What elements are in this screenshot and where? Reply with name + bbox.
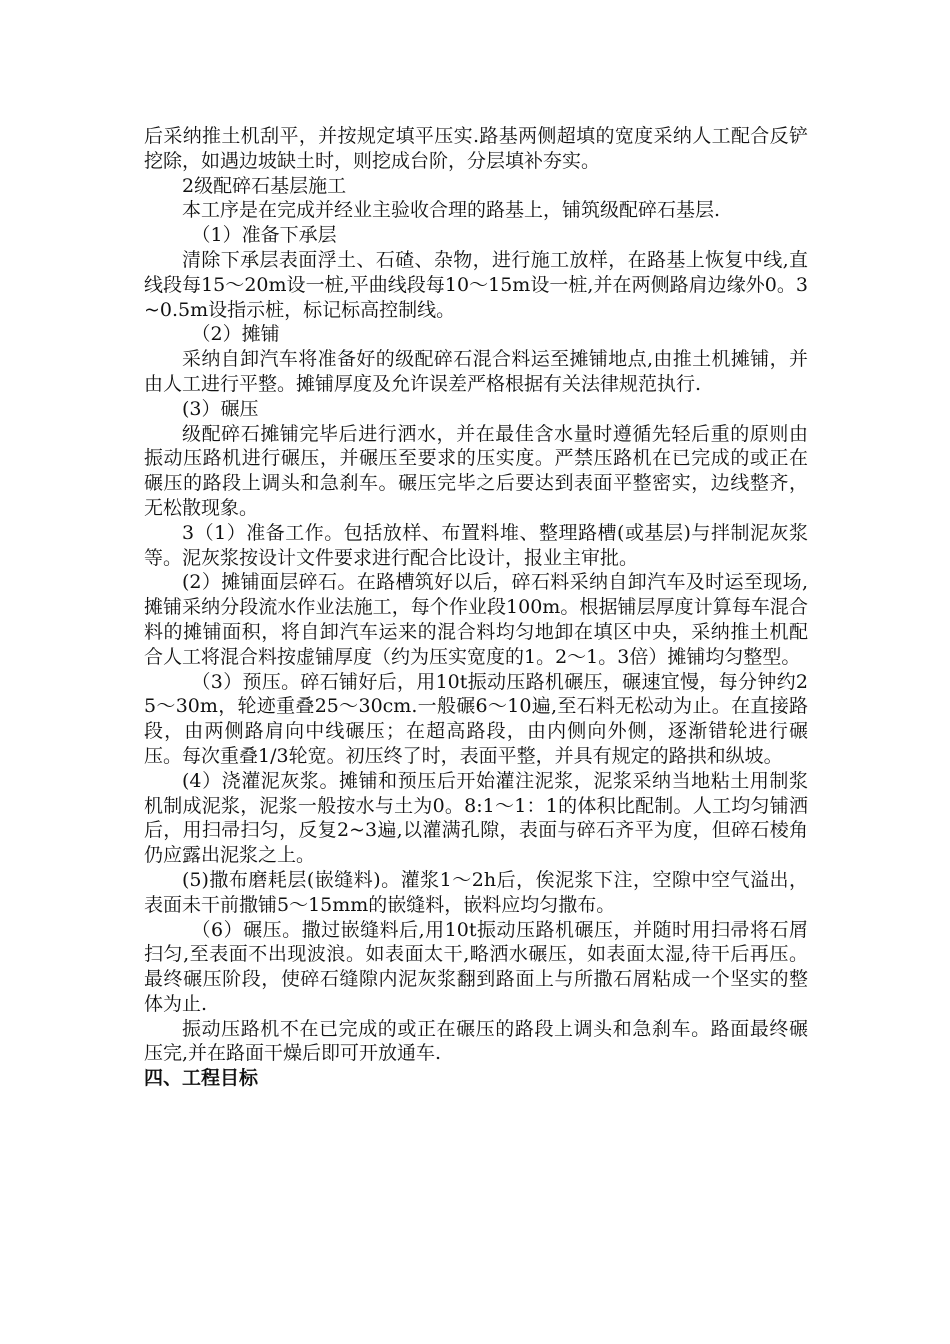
document-page — [144, 124, 808, 1091]
paragraph-11: （3）预压。碎石铺好后，用10t振动压路机碾压，碾速宜慢，每分钟约25～30m，轮迹重叠25～30cm.一般碾6～10遍,至石料无松动为止。在直接路段，由两侧路肩向中线碾压；在超高路段，由内侧向外侧，逐渐错轮进行碾压。每次重叠1/3轮宽。初压终了时，表面平整，并具有规定的路拱和纵坡。 — [144, 670, 808, 767]
section-heading: 四、工程目标 — [144, 1067, 259, 1090]
paragraph-14: （6）碾压。撒过嵌缝料后,用10t振动压路机碾压，并随时用扫帚将石屑扫匀,至表面不出现波浪。如表面太干,略洒水碾压，如表面太湿,待干后再压。最终碾压阶段，使碎石缝隙内泥灰浆翻到路面上与所撒石屑粘成一个坚实的整体为止. — [144, 918, 808, 1015]
paragraph-12: (4）浇灌泥灰浆。摊铺和预压后开始灌注泥浆，泥浆采纳当地粘土用制浆机制成泥浆，泥浆一般按水与土为0。8:1～1：1的体积比配制。人工均匀铺洒后，用扫帚扫匀，反复2~3遍,以灌满孔隙，表面与碎石齐平为度，但碎石棱角仍应露出泥浆之上。 — [144, 769, 808, 867]
paragraph-13: (5)撒布磨耗层(嵌缝料)。灌浆1～2h后，俟泥浆下注，空隙中空气溢出，表面未干前撒铺5～15mm的嵌缝料，嵌料应均匀撒布。 — [144, 868, 808, 916]
paragraph-1: 2级配碎石基层施工 — [182, 174, 347, 197]
paragraph-10: (2）摊铺面层碎石。在路槽筑好以后，碎石料采纳自卸汽车及时运至现场,摊铺采纳分段流水作业法施工，每个作业段100m。根据铺层厚度计算每车混合料的摊铺面积，将自卸汽车运来的混合料均匀地卸在填区中央，采纳推土机配合人工将混合料按虚铺厚度（约为压实宽度的1。2～1。3倍）摊铺均匀整型。 — [144, 571, 808, 668]
paragraph-7: (3）碾压 — [182, 397, 259, 420]
paragraph-6: 采纳自卸汽车将准备好的级配碎石混合料运至摊铺地点,由推土机摊铺，并由人工进行平整。摊铺厚度及允许误差严格根据有关法律规范执行. — [144, 348, 808, 395]
paragraph-2: 本工序是在完成并经业主验收合理的路基上，铺筑级配碎石基层. — [182, 199, 721, 222]
paragraph-0: 后采纳推土机刮平，并按规定填平压实.路基两侧超填的宽度采纳人工配合反铲挖除，如遇边坡缺土时，则挖成台阶，分层填补夯实。 — [144, 125, 808, 172]
paragraph-4: 清除下承层表面浮土、石碴、杂物，进行施工放样，在路基上恢复中线,直线段每15～20m设一桩,平曲线段每10～15m设一桩,并在两侧路肩边缘外0。3~0.5m设指示桩，标记标高控制线。 — [144, 248, 808, 321]
paragraph-8: 级配碎石摊铺完毕后进行洒水，并在最佳含水量时遵循先轻后重的原则由振动压路机进行碾压，并碾压至要求的压实度。严禁压路机在已完成的或正在碾压的路段上调头和急刹车。碾压完毕之后要达到表面平整密实，边线整齐，无松散现象。 — [144, 422, 808, 519]
paragraph-3: （1）准备下承层 — [191, 224, 337, 247]
paragraph-9: 3（1）准备工作。包括放样、布置料堆、整理路槽(或基层)与拌制泥灰浆等。泥灰浆按设计文件要求进行配合比设计，报业主审批。 — [144, 521, 808, 569]
paragraph-15: 振动压路机不在已完成的或正在碾压的路段上调头和急刹车。路面最终碾压完,并在路面干燥后即可开放通车. — [144, 1017, 808, 1065]
paragraph-5: （2）摊铺 — [191, 323, 280, 346]
